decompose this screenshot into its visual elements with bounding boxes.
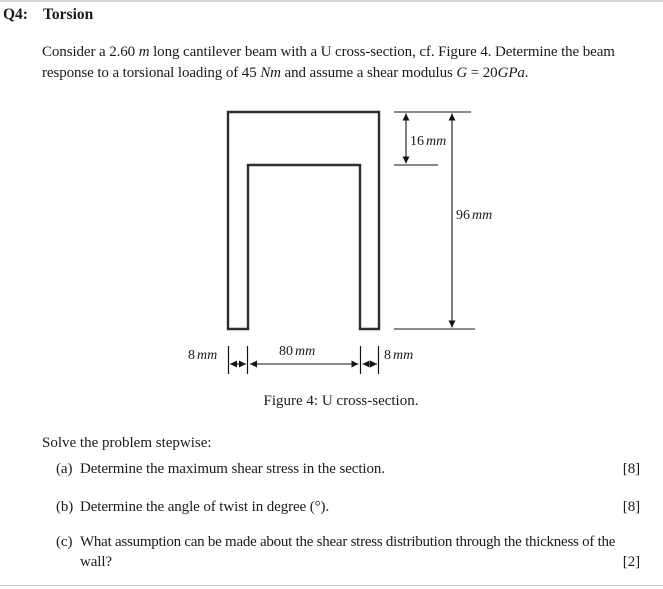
marks-badge: [8] — [622, 461, 640, 477]
text-run: long cantilever beam with a U cross-section, cf. Figure 4. Determine the beam — [149, 44, 615, 60]
text-run-math: G — [456, 65, 468, 81]
problem-statement-line1 — [42, 44, 642, 61]
marks-badge: [8] — [622, 499, 640, 515]
top-divider — [0, 0, 663, 2]
dim-value: 16 — [410, 134, 424, 149]
dim-unit: mm — [472, 208, 493, 223]
text-run: response to a torsional loading of 45 — [42, 65, 261, 81]
dim-label-8mm-left — [188, 348, 217, 364]
item-label: (b) — [56, 499, 74, 515]
text-run: and assume a shear modulus — [280, 65, 457, 81]
item-text-line2: wall? — [80, 554, 112, 570]
text-run-math: GPa — [497, 65, 525, 81]
text-run: Consider a 2.60 — [42, 44, 139, 60]
marks-badge: [2] — [622, 554, 640, 570]
subquestion-a — [56, 461, 640, 478]
dim-value: 8 — [384, 348, 391, 363]
problem-statement-line2 — [42, 65, 642, 82]
text-run-math: m — [138, 44, 150, 60]
question-title: Torsion — [43, 6, 94, 23]
figure-caption: Figure 4: U cross-section. — [263, 393, 419, 409]
dim-unit: mm — [295, 344, 316, 359]
solve-instruction: Solve the problem stepwise: — [42, 435, 212, 451]
u-section-outline — [228, 112, 379, 329]
item-text-line1: What assumption can be made about the shear stress distribution through the thickness of the — [80, 534, 616, 550]
question-number: Q4: — [3, 6, 28, 23]
item-text — [80, 532, 640, 572]
dim-value: 8 — [188, 348, 195, 363]
dim-unit: mm — [197, 348, 218, 363]
item-label: (c) — [56, 534, 73, 550]
text-run: . — [524, 65, 529, 81]
dim-label-80mm — [279, 344, 315, 360]
item-label: (a) — [56, 461, 73, 477]
dim-unit: mm — [426, 134, 447, 149]
subquestion-b — [56, 499, 640, 516]
text-run-math: Nm — [260, 65, 281, 81]
dim-label-16mm — [410, 134, 446, 150]
question-heading — [3, 6, 93, 24]
dim-label-96mm — [456, 208, 492, 224]
dim-value: 96 — [456, 208, 470, 223]
item-text: Determine the maximum shear stress in the section. — [80, 461, 385, 477]
item-text: Determine the angle of twist in degree (°). — [80, 499, 330, 515]
subquestion-c — [56, 532, 640, 572]
dim-value: 80 — [279, 344, 293, 359]
bottom-divider — [0, 585, 663, 586]
text-run: = 20 — [467, 65, 498, 81]
dim-unit: mm — [393, 348, 414, 363]
dim-label-8mm-right — [384, 348, 413, 364]
